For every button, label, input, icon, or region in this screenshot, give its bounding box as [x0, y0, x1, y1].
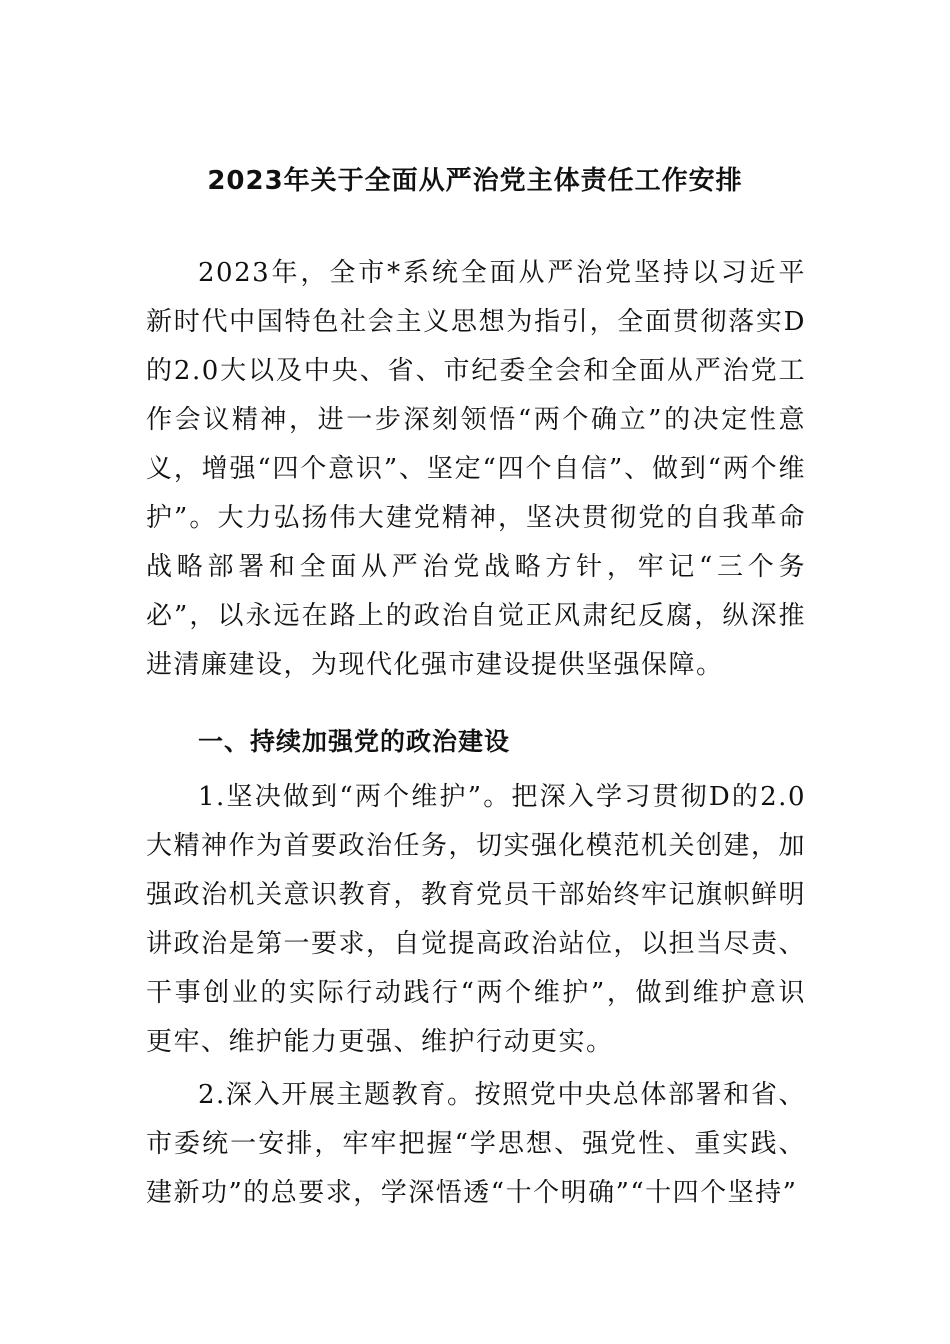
section-item-paragraph: 1.坚决做到“两个维护”。把深入学习贯彻D的2.0大精神作为首要政治任务，切实强化模范机关创建，加强政治机关意识教育，教育党员干部始终牢记旗帜鲜明讲政治是第一要求，自觉提高政治站位，以担当尽责、干事创业的实际行动践行“两个维护”，做到维护意识更牢、维护能力更强、维护行动更实。 — [146, 782, 807, 1057]
section-heading: 一、持续加强党的政治建设 — [198, 727, 511, 756]
document-title: 2023年关于全面从严治党主体责任工作安排 — [207, 166, 743, 196]
intro-paragraph: 2023年，全市*系统全面从严治党坚持以习近平新时代中国特色社会主义思想为指引，全面贯彻落实D的2.0大以及中央、省、市纪委全会和全面从严治党工作会议精神，进一步深刻领悟“两个确立”的决定性意义，增强“四个意识”、坚定“四个自信”、做到“两个维护”。大力弘扬伟大建党精神，坚决贯彻党的自我革命战略部署和全面从严治党战略方针，牢记“三个务必”，以永远在路上的政治自觉正风肃纪反腐，纵深推进清廉建设，为现代化强市建设提供坚强保障。 — [146, 258, 806, 680]
section-item-paragraph: 2.深入开展主题教育。按照党中央总体部署和省、市委统一安排，牢牢把握“学思想、强党性、重实践、建新功”的总要求，学深悟透“十个明确”“十四个坚持” — [146, 1080, 806, 1208]
